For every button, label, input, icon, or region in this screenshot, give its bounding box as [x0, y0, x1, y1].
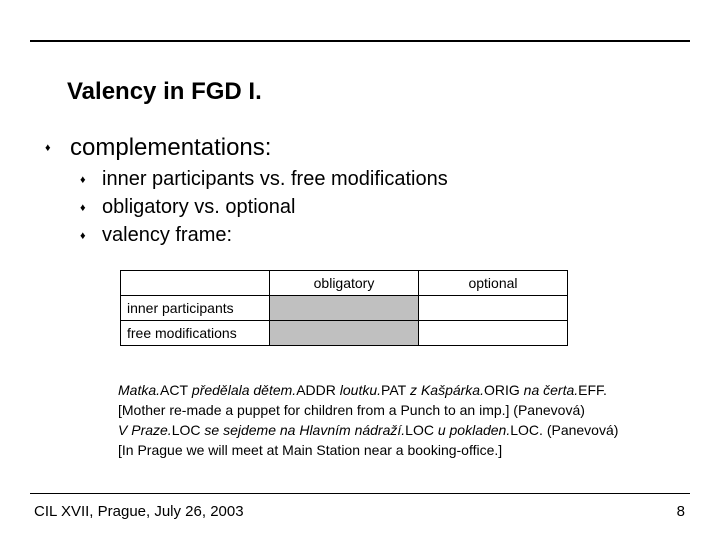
functor-label: EFF: [578, 382, 604, 398]
sub-bullet-text: obligatory vs. optional: [102, 196, 296, 218]
example-text: . (Panevová): [539, 422, 619, 438]
bottom-rule: [30, 493, 690, 494]
example-text: V Praze.: [118, 422, 172, 438]
example-translation-2: [In Prague we will meet at Main Station near a booking-office.]: [118, 442, 503, 458]
example-text: se sejdeme na Hlavním nádraží.: [200, 422, 406, 438]
slide-title: Valency in FGD I.: [67, 78, 262, 105]
sub-bullet-text: inner participants vs. free modifications: [102, 168, 448, 190]
example-czech-1: [118, 380, 618, 400]
bullet-text: complementations:: [70, 134, 272, 161]
functor-label: ORIG: [484, 382, 520, 398]
cell-filled: [270, 321, 419, 346]
functor-label: LOC: [510, 422, 540, 438]
functor-label: LOC: [405, 422, 434, 438]
cell-empty: [419, 296, 568, 321]
footer-conference: CIL XVII, Prague, July 26, 2003: [34, 503, 244, 520]
example-text: Matka.: [118, 382, 161, 398]
example-text: loutku.: [335, 382, 382, 398]
column-header-optional: optional: [419, 271, 568, 296]
top-rule: [30, 40, 690, 42]
sub-bullet-text: valency frame:: [102, 224, 233, 246]
diamond-bullet-icon: ♦: [80, 230, 86, 242]
example-translation-1: [Mother re-made a puppet for children from a Punch to an imp.] (Panevová): [118, 402, 585, 418]
diamond-bullet-icon: ♦: [45, 142, 51, 154]
table-header-row: [121, 271, 568, 296]
page-number: 8: [676, 503, 685, 520]
table-row: [121, 321, 568, 346]
example-text: z Kašpárka.: [406, 382, 484, 398]
functor-label: LOC: [171, 422, 201, 438]
example-czech-2: [118, 420, 618, 440]
functor-label: ADDR: [296, 382, 336, 398]
example-text: .: [603, 382, 607, 398]
functor-label: ACT: [160, 382, 189, 398]
diamond-bullet-icon: ♦: [80, 174, 86, 186]
row-header-inner-participants: inner participants: [121, 296, 270, 321]
example-text: u pokladen.: [433, 422, 511, 438]
example-text: předělala dětem.: [188, 382, 297, 398]
example-text: na čerta.: [519, 382, 579, 398]
examples-block: [118, 380, 618, 460]
cell-empty: [419, 321, 568, 346]
table-row: [121, 296, 568, 321]
cell-filled: [270, 296, 419, 321]
table-corner-cell: [121, 271, 270, 296]
valency-frame-table: [120, 270, 568, 346]
functor-label: PAT: [381, 382, 407, 398]
row-header-free-modifications: free modifications: [121, 321, 270, 346]
diamond-bullet-icon: ♦: [80, 202, 86, 214]
column-header-obligatory: obligatory: [270, 271, 419, 296]
